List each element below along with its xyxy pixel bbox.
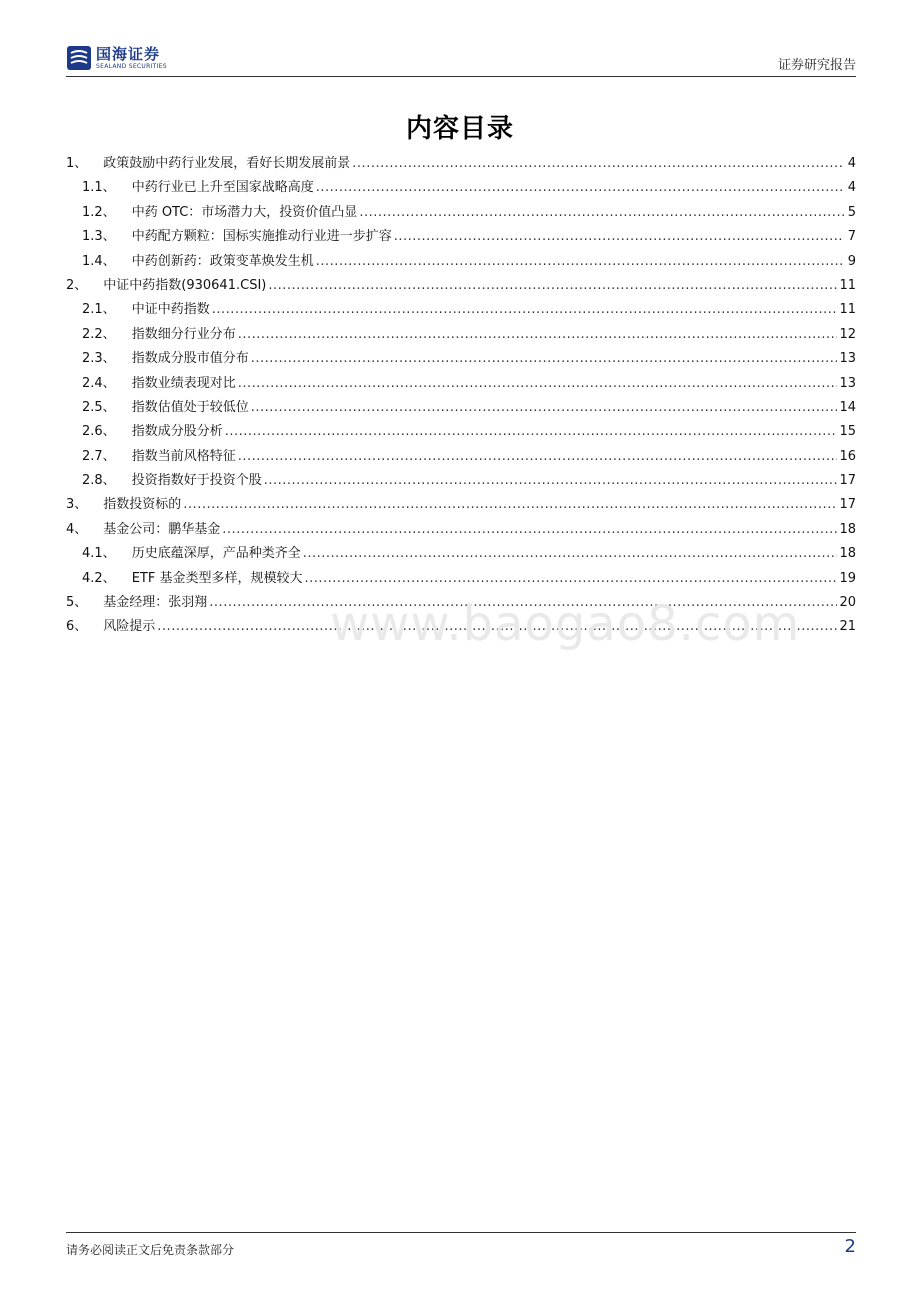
toc-entry-label: 指数业绩表现对比 [131,375,236,391]
toc-entry-page: 14 [839,399,856,415]
toc-entry-number: 5、 [66,595,88,611]
toc-entry[interactable] [66,542,856,566]
toc-entry[interactable] [66,225,856,249]
toc-entry-page: 13 [839,375,856,391]
toc-entry-page: 21 [839,619,856,635]
toc-entry-label: 中药 OTC：市场潜力大，投资价值凸显 [131,204,358,220]
toc-entry-page: 5 [847,204,856,220]
toc-entry-number: 2.2、 [82,326,116,342]
toc-dot-leader [183,497,837,512]
toc-entry-label: 指数估值处于较低位 [131,399,249,415]
toc-entry-number: 1.2、 [82,204,116,220]
toc-entry-number: 2.8、 [82,473,116,489]
logo-chinese-name: 国海证券 [96,44,161,63]
toc-entry-number: 2.7、 [82,448,116,464]
toc-entry-number: 1.1、 [82,180,116,196]
toc-entry-label: 风险提示 [103,619,156,635]
toc-entry-number: 4.2、 [82,570,116,586]
toc-entry-number: 2.4、 [82,375,116,391]
footer-divider [66,1232,856,1233]
company-logo [66,44,167,72]
toc-entry-page: 16 [839,448,856,464]
toc-entry[interactable] [66,372,856,396]
toc-dot-leader [394,229,844,244]
toc-entry-page: 12 [839,326,856,342]
toc-entry-page: 17 [839,473,856,489]
footer-page-number: 2 [844,1236,856,1257]
toc-entry[interactable] [66,420,856,444]
toc-entry-page: 20 [839,595,856,611]
toc-dot-leader [359,205,844,220]
toc-entry[interactable] [66,469,856,493]
toc-title: 内容目录 [405,114,514,144]
toc-entry[interactable] [66,274,856,298]
toc-entry-page: 7 [847,229,856,245]
toc-entry-page: 9 [847,253,856,269]
toc-dot-leader [251,400,838,415]
toc-dot-leader [238,327,838,342]
toc-entry[interactable] [66,347,856,371]
toc-entry-label: 中药创新药：政策变革焕发生机 [131,253,314,269]
toc-entry-label: 指数成分股市值分布 [131,351,249,367]
toc-entry-number: 2.1、 [82,302,116,318]
toc-dot-leader [238,449,838,464]
toc-entry[interactable] [66,201,856,225]
toc-entry-number: 1.3、 [82,229,116,245]
toc-entry-label: 基金经理：张羽翔 [103,595,208,611]
header-divider [66,76,856,77]
toc-entry-number: 2.6、 [82,424,116,440]
toc-entry-label: 中药行业已上升至国家战略高度 [131,180,314,196]
toc-dot-leader [304,571,837,586]
toc-entry[interactable] [66,445,856,469]
toc-dot-leader [225,424,838,439]
toc-entry-number: 1.4、 [82,253,116,269]
toc-entry-label: 基金公司：鹏华基金 [103,521,221,537]
toc-dot-leader [222,522,837,537]
footer-disclaimer: 请务必阅读正文后免责条款部分 [66,1243,235,1257]
toc-entry[interactable] [66,567,856,591]
toc-entry[interactable] [66,323,856,347]
toc-entry-number: 1、 [66,156,88,171]
toc-entry-number: 2.3、 [82,351,116,367]
toc-entry-number: 4、 [66,521,88,537]
toc-entry-label: 中证中药指数(930641.CSI) [103,277,267,293]
toc-entry-label: 指数当前风格特征 [131,448,236,464]
toc-entry[interactable] [66,250,856,274]
toc-dot-leader [352,156,844,171]
toc-entry-label: 中证中药指数 [131,302,210,318]
toc-entry-page: 18 [839,521,856,537]
toc-entry-label: 政策鼓励中药行业发展，看好长期发展前景 [103,156,351,171]
toc-dot-leader [264,473,838,488]
watermark: www.baogao8.com [330,596,801,652]
toc-dot-leader [316,254,844,269]
toc-entry[interactable] [66,518,856,542]
page-header [66,44,856,76]
toc-dot-leader [212,302,838,317]
toc-entry-label: ETF 基金类型多样，规模较大 [131,570,303,586]
toc-entry[interactable] [66,298,856,322]
toc-entry-label: 指数细分行业分布 [131,326,236,342]
toc-entry-page: 4 [847,180,856,196]
report-type-label: 证券研究报告 [777,58,856,73]
toc-entry-number: 4.1、 [82,546,116,562]
toc-dot-leader [316,180,844,195]
toc-entry-label: 历史底蕴深厚，产品种类齐全 [131,546,301,562]
table-of-contents [66,152,856,640]
toc-entry-number: 2、 [66,277,88,293]
logo-english-name: SEALAND SECURITIES [96,62,167,70]
toc-entry-label: 指数投资标的 [103,497,182,513]
toc-entry-page: 11 [839,277,856,293]
toc-entry-page: 13 [839,351,856,367]
toc-entry-number: 2.5、 [82,399,116,415]
toc-entry-page: 11 [839,302,856,318]
toc-dot-leader [268,278,837,293]
toc-entry[interactable] [66,176,856,200]
toc-dot-leader [251,351,838,366]
toc-entry-page: 15 [839,424,856,440]
toc-entry-page: 19 [839,570,856,586]
toc-entry[interactable] [66,152,856,176]
toc-entry-page: 4 [847,156,856,171]
toc-entry-page: 18 [839,546,856,562]
sealand-logo-icon [66,45,92,71]
toc-entry-label: 指数成分股分析 [131,424,223,440]
toc-entry[interactable] [66,396,856,420]
toc-entry-label: 投资指数好于投资个股 [131,473,262,489]
toc-entry[interactable] [66,493,856,517]
toc-dot-leader [238,376,838,391]
toc-entry-label: 中药配方颗粒：国标实施推动行业进一步扩容 [131,229,392,245]
toc-entry-page: 17 [839,497,856,513]
toc-dot-leader [303,546,838,561]
toc-entry-number: 3、 [66,497,88,513]
toc-entry-number: 6、 [66,619,88,635]
